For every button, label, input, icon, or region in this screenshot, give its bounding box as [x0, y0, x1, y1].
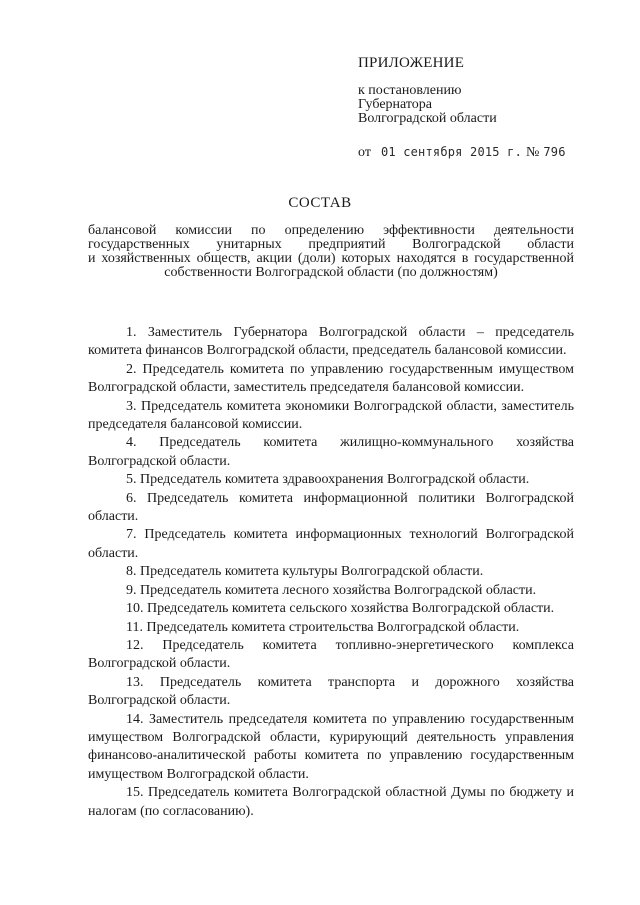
document-subtitle: [88, 224, 574, 280]
subtitle-line-3: и хозяйственных обществ, акции (доли) которых находятся в государственной: [88, 251, 574, 266]
list-item: 14. Заместитель председателя комитета по управлению государственным имуществом Волгоградской области, курирующий деятельность управления финансово-аналитической работы комитета по управлению государственным имуществом Волгоградской области.: [88, 711, 574, 782]
list-item: 8. Председатель комитета культуры Волгоградской области.: [126, 564, 484, 580]
list-item: 1. Заместитель Губернатора Волгоградской области – председатель комитета финансов Волгоградской области, председатель балансовой комиссии.: [88, 325, 574, 359]
list-item: 2. Председатель комитета по управлению государственным имуществом Волгоградской области, заместитель председателя балансовой комиссии.: [88, 361, 574, 396]
subtitle-line-4: собственности Волгоградской области (по должностям): [164, 265, 498, 280]
list-item: 15. Председатель комитета Волгоградской областной Думы по бюджету и налогам (по согласованию).: [88, 785, 574, 819]
decree-date-line: [358, 144, 618, 161]
date-prefix: от: [358, 145, 371, 160]
appendix-block: [358, 54, 618, 161]
document-title: СОСТАВ: [288, 195, 352, 211]
decree-number: 796: [543, 145, 566, 159]
list-item: 4. Председатель комитета жилищно-коммунального хозяйства Волгоградской области.: [88, 435, 574, 469]
subtitle-line-1: балансовой комиссии по определению эффективности деятельности: [88, 223, 574, 238]
list-item: 12. Председатель комитета топливно-энергетического комплекса Волгоградской области.: [88, 637, 574, 672]
appendix-line-1: к постановлению: [358, 83, 462, 98]
list-item: 3. Председатель комитета экономики Волгоградской области, заместитель председателя балансовой комиссии.: [88, 398, 574, 433]
list-item: 10. Председатель комитета сельского хозяйства Волгоградской области.: [126, 601, 555, 617]
decree-date: 01 сентября 2015 г.: [380, 145, 523, 159]
subtitle-line-2: государственных унитарных предприятий Волгоградской области: [88, 237, 574, 252]
list-item: 6. Председатель комитета информационной политики Волгоградской области.: [88, 490, 574, 525]
appendix-line-3: Волгоградской области: [358, 111, 497, 126]
commission-members-list: [88, 324, 574, 821]
list-item: 5. Председатель комитета здравоохранения Волгоградской области.: [126, 472, 530, 488]
list-item: 13. Председатель комитета транспорта и дорожного хозяйства Волгоградской области.: [88, 674, 574, 709]
appendix-title: ПРИЛОЖЕНИЕ: [358, 55, 465, 71]
list-item: 9. Председатель комитета лесного хозяйства Волгоградской области.: [126, 582, 537, 598]
number-sign: №: [526, 145, 540, 160]
list-item: 11. Председатель комитета строительства Волгоградской области.: [126, 619, 520, 635]
list-item: 7. Председатель комитета информационных технологий Волгоградской области.: [88, 527, 574, 561]
appendix-line-2: Губернатора: [358, 97, 433, 112]
